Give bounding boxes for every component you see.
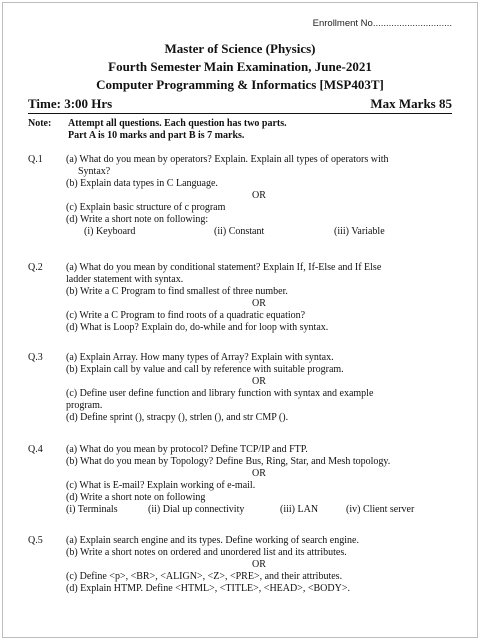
question-number: Q.4 [28, 444, 43, 455]
note-text [68, 118, 287, 142]
part-a-cont: Syntax? [78, 166, 111, 177]
option-iii: (iii) LAN [280, 504, 319, 515]
question-body [66, 535, 452, 595]
part-b: (b) Write a C Program to find smallest of three number. [66, 286, 288, 297]
part-a: (a) What do you mean by conditional statement? Explain If, If-Else and If Else [66, 262, 382, 273]
note-line: Part A is 10 marks and part B is 7 marks. [68, 130, 245, 141]
time-marks-bar [28, 96, 452, 114]
option-i: (i) Keyboard [84, 226, 136, 237]
question-body [66, 352, 452, 424]
time-allowed: Time: 3:00 Hrs [28, 96, 113, 111]
question-4 [28, 444, 452, 516]
question-5 [28, 535, 452, 595]
part-c: (c) Write a C Program to find roots of a quadratic equation? [66, 310, 306, 321]
question-number: Q.3 [28, 352, 43, 363]
part-c: (c) Explain basic structure of c program [66, 202, 226, 213]
exam-title: Fourth Semester Main Examination, June-2021 [108, 59, 372, 74]
course-title: Computer Programming & Informatics [MSP403T] [96, 77, 384, 92]
or-divider: OR [252, 468, 266, 479]
program-title: Master of Science (Physics) [164, 41, 316, 56]
part-a: (a) Explain search engine and its types. Define working of search engine. [66, 535, 359, 546]
question-body [66, 262, 452, 334]
question-number: Q.5 [28, 535, 43, 546]
max-marks: Max Marks 85 [370, 96, 452, 111]
question-2 [28, 262, 452, 334]
part-d: (d) What is Loop? Explain do, do-while and for loop with syntax. [66, 322, 329, 333]
part-d: (d) Write a short note on following: [66, 214, 209, 225]
or-divider: OR [252, 190, 266, 201]
note-line: Attempt all questions. Each question has two parts. [68, 118, 287, 129]
question-1 [28, 154, 452, 238]
note-label: Note: [28, 118, 52, 129]
part-b: (b) Write a short notes on ordered and unordered list and its attributes. [66, 547, 347, 558]
exam-header [0, 40, 480, 94]
option-iv: (iv) Client server [346, 504, 415, 515]
part-d-options [66, 226, 452, 238]
option-iii: (iii) Variable [334, 226, 385, 237]
question-body [66, 444, 452, 516]
part-b: (b) What do you mean by Topology? Define Bus, Ring, Star, and Mesh topology. [66, 456, 391, 467]
part-d: (d) Write a short note on following [66, 492, 206, 503]
part-a: (a) What do you mean by protocol? Define TCP/IP and FTP. [66, 444, 308, 455]
part-a: (a) What do you mean by operators? Explain. Explain all types of operators with [66, 154, 389, 165]
question-number: Q.2 [28, 262, 43, 273]
part-c: (c) Define user define function and library function with syntax and example [66, 388, 374, 399]
part-d: (d) Explain HTMP. Define <HTML>, <TITLE>, <HEAD>, <BODY>. [66, 583, 350, 594]
or-divider: OR [252, 376, 266, 387]
or-divider: OR [252, 298, 266, 309]
part-a-cont: ladder statement with syntax. [66, 274, 184, 285]
question-number: Q.1 [28, 154, 43, 165]
part-b: (b) Explain data types in C Language. [66, 178, 218, 189]
part-b: (b) Explain call by value and call by reference with suitable program. [66, 364, 344, 375]
enrollment-number: Enrollment No.............................. [312, 18, 452, 29]
option-ii: (ii) Constant [214, 226, 265, 237]
option-ii: (ii) Dial up connectivity [148, 504, 245, 515]
part-d: (d) Define sprint (), stracpy (), strlen (), and str CMP (). [66, 412, 289, 423]
question-3 [28, 352, 452, 424]
instructions-note [28, 118, 452, 142]
question-body [66, 154, 452, 238]
option-i: (i) Terminals [66, 504, 118, 515]
part-c: (c) Define <p>, <BR>, <ALIGN>, <Z>, <PRE>, and their attributes. [66, 571, 343, 582]
or-divider: OR [252, 559, 266, 570]
part-c: (c) What is E-mail? Explain working of e-mail. [66, 480, 256, 491]
part-d-options [66, 504, 452, 516]
part-c-cont: program. [66, 400, 103, 411]
part-a: (a) Explain Array. How many types of Array? Explain with syntax. [66, 352, 334, 363]
